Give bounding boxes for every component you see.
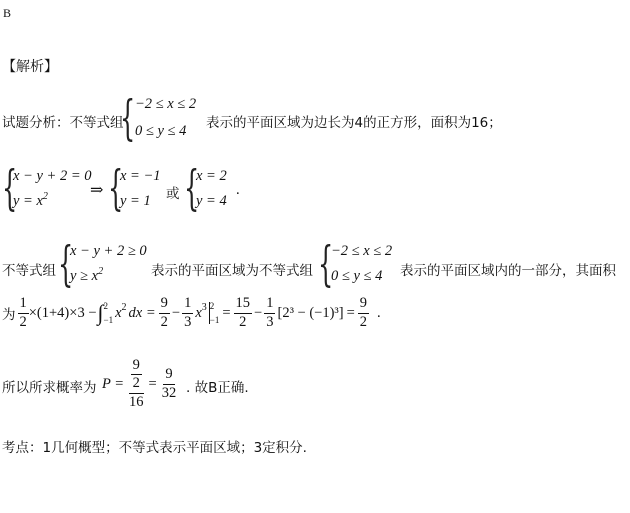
p3-sys-line2: y ≥ x [70,268,99,284]
fraction-15-2: $\frac{15}{2}$ [235,295,251,330]
integrand: x [115,304,122,321]
key-points: 考点：1几何概型；不等式表示平面区域；3定积分. [2,440,307,456]
p2-end: . [236,182,240,198]
fraction-9-32: $\frac{9}{32}$ [161,366,177,401]
p2-sys-c-line2: y = 4 [196,193,227,209]
fraction-half: $\frac{1}{2}$ [19,295,27,330]
p3-sys-line1: x − y + 2 ≥ 0 [70,243,147,259]
p1-brace: { [120,90,136,146]
equals-sign: = [222,304,231,321]
answer-label: B [3,6,12,20]
p4-wei: 为 [2,307,16,323]
fraction-1-3: $\frac{1}{3}$ [184,295,192,330]
x-cubed: x [195,304,202,321]
evaluation-limits: 2 −1 [209,301,220,325]
compound-fraction [127,358,146,411]
p4-end: . [377,304,381,321]
equals-sign: = [148,375,157,392]
denominator-16: 16 [129,394,144,411]
p3-middle: 表示的平面区域为不等式组 [151,263,313,279]
p5-suffix: . 故B正确. [186,380,249,396]
integral-sign: ∫ [97,300,104,325]
fraction-9-2: $\frac{9}{2}$ [160,295,168,330]
minus-sign: − [171,304,181,321]
p2-brace-c: { [184,160,200,216]
p2-sys-b-line1: x = −1 [120,168,161,184]
probability-expression [102,350,178,418]
p2-sys-b-line2: y = 1 [120,193,151,209]
equals-sign: = [346,304,355,321]
p3-brace-2: { [318,236,334,292]
p3-sys2-line2: 0 ≤ y ≤ 4 [331,268,383,284]
p3-sys2-line1: −2 ≤ x ≤ 2 [331,243,393,259]
fraction-1-3: $\frac{1}{3}$ [266,295,274,330]
integral-limits: 2 −1 [103,301,114,325]
integral-line: 为 $\frac{1}{2}$ ×(1+4)×3 − ∫ 2 −1 x 2 dx = $\frac{9}{2}$ − $\frac{1}{3}$ x 3 2 −1 = $\frac{15}{2}$ − $\frac{1}{3}$ [2³ − (−1)³] = $\frac{9}{2}$ . [2,295,381,330]
analysis-header: 【解析】 [2,59,58,75]
p3-brace-1: { [58,236,74,292]
p3-prefix: 不等式组 [2,263,56,279]
p5-P: P = [102,375,125,392]
p4-expr1: ×(1+4)×3 − [28,304,97,321]
p4-dx: dx = [128,304,156,321]
p3-suffix: 表示的平面区域内的一部分，其面积 [400,263,616,279]
p1-sys-line1: −2 ≤ x ≤ 2 [135,96,197,112]
p2-sys-c-line1: x = 2 [196,168,227,184]
minus-sign: − [254,304,263,321]
p2-brace-a: { [2,160,18,216]
p5-prefix: 所以所求概率为 [2,380,97,396]
p2-sys-a-line1: x − y + 2 = 0 [13,168,92,184]
bracket-expression: [2³ − (−1)³] [277,304,344,321]
fraction-9-2-result: $\frac{9}{2}$ [359,295,368,330]
p1-suffix: 表示的平面区域为边长为4的正方形，面积为16； [206,115,502,131]
p2-brace-b: { [108,160,124,216]
p1-sys-line2: 0 ≤ y ≤ 4 [135,123,187,139]
p2-sys-a-line2: y = x [13,193,43,209]
implies-arrow: ⇒ [90,182,104,199]
p1-prefix: 试题分析：不等式组 [2,115,124,131]
p2-or: 或 [166,186,180,202]
inner-fraction-9-2: $\frac{9}{2}$ [132,356,140,391]
